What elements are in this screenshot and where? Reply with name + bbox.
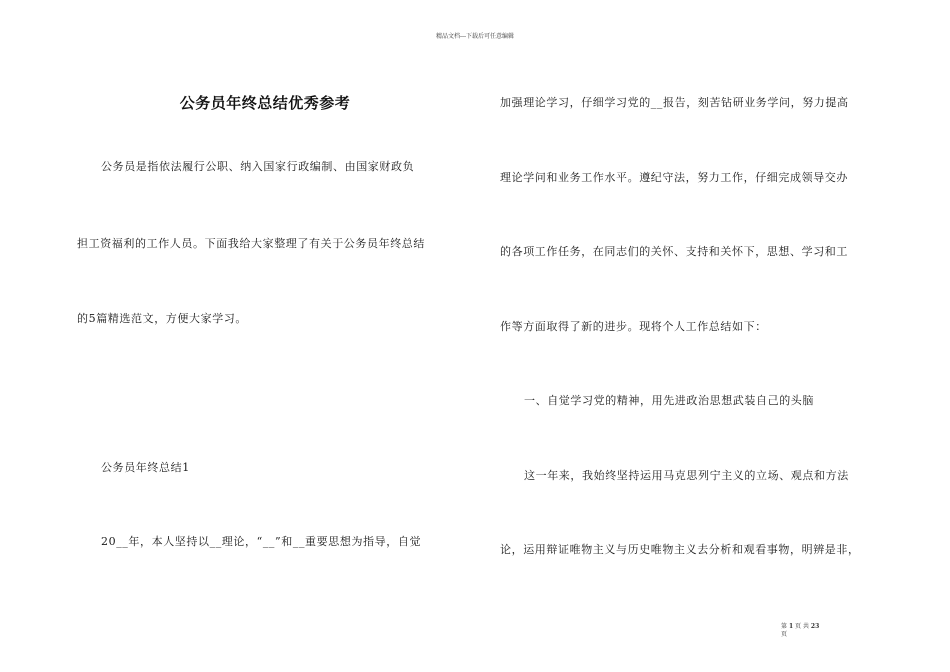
page-indicator bbox=[781, 623, 819, 639]
document-title: 公务员年终总结优秀参考 bbox=[179, 94, 351, 112]
right-line-4: 作等方面取得了新的进步。现将个人工作总结如下： bbox=[500, 320, 767, 333]
page-total: 23 bbox=[810, 623, 820, 630]
page-prefix: 第 bbox=[781, 623, 788, 630]
intro-line-2: 担工资福利的工作人员。下面我给大家整理了有关于公务员年终总结 bbox=[77, 237, 425, 250]
page-suffix: 页 bbox=[781, 631, 788, 638]
header-note: 精品文档---下载后可任意编辑 bbox=[435, 33, 515, 40]
page-number: 1 bbox=[788, 623, 794, 630]
right-line-3: 的各项工作任务，在同志们的关怀、支持和关怀下，思想、学习和工 bbox=[500, 245, 848, 258]
para-line-2: 论，运用辩证唯物主义与历史唯物主义去分析和观看事物，明辨是非， bbox=[500, 543, 860, 556]
section-first-line: 20__年，本人坚持以__理论，“__”和__重要思想为指导，自觉 bbox=[101, 535, 422, 548]
intro-line-1: 公务员是指依法履行公职、纳入国家行政编制、由国家财政负 bbox=[101, 160, 415, 173]
page-mid: 页 共 bbox=[795, 623, 809, 630]
right-line-2: 理论学问和业务工作水平。遵纪守法，努力工作，仔细完成领导交办 bbox=[500, 171, 848, 184]
heading-one: 一、自觉学习党的精神，用先进政治思想武装自己的头脑 bbox=[524, 394, 814, 407]
right-line-1: 加强理论学习，仔细学习党的__报告，刻苦钻研业务学问，努力提高 bbox=[500, 96, 849, 109]
section-heading: 公务员年终总结1 bbox=[101, 461, 190, 474]
intro-line-3: 的5篇精选范文，方便大家学习。 bbox=[77, 312, 247, 325]
para-line-1: 这一年来，我始终坚持运用马克思列宁主义的立场、观点和方法 bbox=[524, 469, 849, 482]
